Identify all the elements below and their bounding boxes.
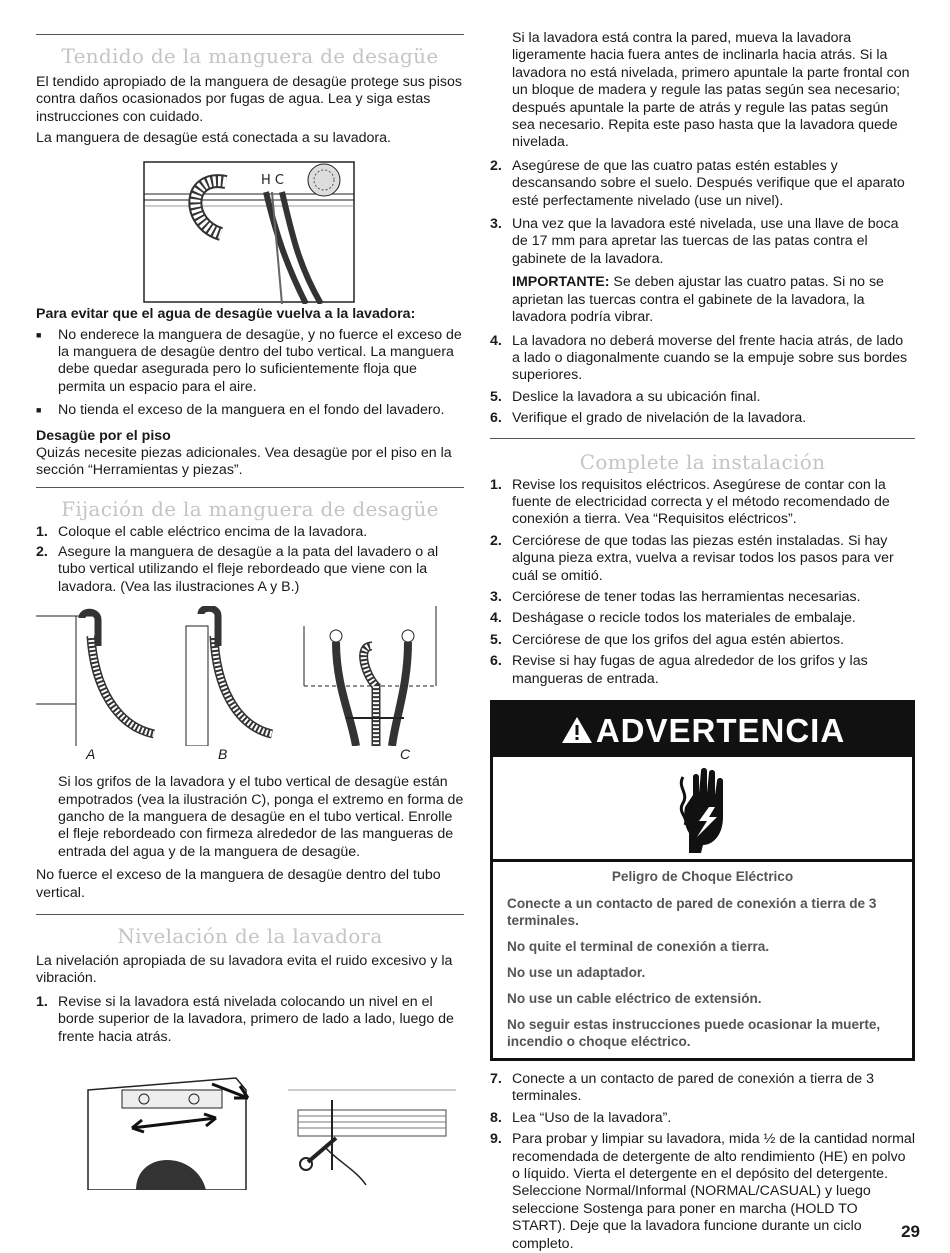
important-label: IMPORTANTE:	[512, 274, 610, 291]
hazard-title: Peligro de Choque Eléctrico	[611, 869, 794, 884]
leveling-continued-text: Si la lavadora está contra la pared, mueva la lavadora ligeramente hacia fuera antes de inclinarla hacia atrás. Si la lavadora no está nivelada, primero apuntale la parte frontal con un bloque de madera y regule las patas según sea necesario; después apuntale la parte de atrás y regule las patas según sea necesario. Repita este paso hasta que la lavadora quede nivelada.	[512, 30, 910, 151]
bullet-icon: ■	[36, 329, 42, 340]
warning-line: Conecte a un contacto de pared de conexión a tierra de 3 terminales.	[507, 896, 877, 928]
page-number: 29	[901, 1222, 920, 1241]
left-column	[36, 0, 464, 1190]
warning-box	[490, 700, 915, 1061]
important-note	[490, 274, 915, 326]
list-item: ■ No enderece la manguera de desagüe, y no fuerce el exceso de la manguera de desagüe dentro del tubo vertical. La manguera debe quedar asegurada pero lo suficientemente floja que permita un espacio para el aire.	[36, 326, 462, 395]
list-item: 4. Deshágase o recicle todos los materiales de embalaje.	[490, 610, 856, 627]
prevent-backflow-list	[36, 327, 464, 420]
section-rule	[36, 487, 464, 488]
floor-drain-heading: Desagüe por el piso	[36, 427, 171, 444]
leveling-steps-continued	[490, 158, 915, 268]
list-item: 7. Conecte a un contacto de pared de conexión a tierra de 3 terminales.	[490, 1071, 875, 1105]
bullet-icon: ■	[36, 405, 42, 416]
list-item: 1. Revise los requisitos eléctricos. Asegúrese de contar con la fuente de electricidad correcta y el método recomendado de conexión a tierra. Vea “Requisitos eléctricos”.	[490, 476, 890, 528]
warning-text	[493, 862, 912, 1058]
drain-hose-illustrations	[36, 606, 464, 766]
floor-drain-text: Quizás necesite piezas adicionales. Vea desagüe por el piso en la sección “Herramientas y piezas”.	[36, 444, 452, 479]
list-item: 2. Asegure la manguera de desagüe a la pata del lavadero o al tubo vertical utilizando el fleje rebordeado que viene con la lavadora. (Vea las ilustraciones A y B.)	[36, 543, 439, 595]
recessed-faucets-text: Si los grifos de la lavadora y el tubo vertical de desagüe están empotrados (vea la ilustración C), ponga el extremo en forma de gancho de la manguera de desagüe en el tubo vertical. Enrolle el fleje rebordeado con firmeza alrededor de las mangueras de entrada del agua y de la manguera de desagüe.	[58, 774, 464, 860]
list-item: 8. Lea “Uso de la lavadora”.	[490, 1109, 672, 1126]
right-column	[490, 0, 915, 1253]
section-heading-complete: Complete la instalación	[579, 449, 826, 474]
section-heading-leveling: Nivelación de la lavadora	[117, 923, 383, 948]
warning-line: No quite el terminal de conexión a tierra.	[507, 939, 770, 954]
list-item: 2. Asegúrese de que las cuatro patas estén estables y descansando sobre el suelo. Después verifique que el aparato esté perfectamente nivelado (use un nivel).	[490, 157, 905, 209]
svg-text:H C: H C	[261, 172, 284, 188]
list-item: 9. Para probar y limpiar su lavadora, mida ½ de la cantidad normal recomendada de detergente de alto rendimiento (HE) en polvo o líquido. Vierta el detergente en el depósito del detergente. Seleccione Normal/Informal (NORMAL/CASUAL) y luego seleccione Sostenga para poner en marcha (HOLD TO START). Deje que la lavadora funcione durante un ciclo completo.	[490, 1131, 915, 1252]
prevent-backflow-heading: Para evitar que el agua de desagüe vuelva a la lavadora:	[36, 305, 416, 322]
list-item: ■ No tienda el exceso de la manguera en el fondo del lavadero.	[36, 402, 445, 419]
list-item: 3. Cerciórese de tener todas las herramientas necesarias.	[490, 588, 861, 605]
section-rule	[490, 438, 915, 439]
warning-header	[493, 703, 912, 757]
section-heading-drain-routing: Tendido de la manguera de desagüe	[61, 44, 439, 68]
leveling-steps	[36, 994, 464, 1046]
list-item: 5. Cerciórese de que los grifos del agua estén abiertos.	[490, 631, 845, 648]
list-item: 2. Cerciórese de que todas las piezas estén instaladas. Si hay alguna pieza extra, vuelva a revisar todos los pasos para ver cuál se omitió.	[490, 532, 894, 584]
final-steps	[490, 1071, 915, 1253]
list-item: 1. Coloque el cable eléctrico encima de la lavadora.	[36, 524, 368, 541]
list-item: 6. Revise si hay fugas de agua alrededor de los grifos y las mangueras de entrada.	[490, 653, 868, 687]
list-item: 5. Deslice la lavadora a su ubicación final.	[490, 388, 761, 405]
drain-connected-text: La manguera de desagüe está conectada a su lavadora.	[36, 130, 391, 147]
warning-title: ADVERTENCIA	[595, 712, 846, 749]
list-item: 4. La lavadora no deberá moverse del frente hacia atrás, de lado a lado o diagonalmente cuando se la empuje sobre sus bordes superiores.	[490, 332, 908, 384]
warning-line: No seguir estas instrucciones puede ocasionar la muerte, incendio o choque eléctrico.	[507, 1017, 881, 1049]
list-item: 3. Una vez que la lavadora esté nivelada, use una llave de boca de 17 mm para apretar las tuercas de las patas contra el gabinete de la lavadora.	[490, 216, 899, 267]
illustration-caption-b: B	[218, 746, 228, 763]
illustration-caption-a: A	[86, 746, 96, 763]
section-heading-secure-drain: Fijación de la manguera de desagüe	[61, 497, 439, 522]
complete-steps	[490, 477, 915, 688]
leveling-steps-final	[490, 333, 915, 428]
electric-shock-icon	[493, 757, 912, 862]
leveling-illustration	[36, 1060, 464, 1190]
warning-triangle-icon	[560, 715, 594, 745]
no-force-text: No fuerce el exceso de la manguera de desagüe dentro del tubo vertical.	[36, 867, 441, 901]
warning-line: No use un cable eléctrico de extensión.	[507, 991, 762, 1006]
list-item: 1. Revise si la lavadora está nivelada colocando un nivel en el borde superior de la lavadora, primero de lado a lado, luego de frente hacia atrás.	[36, 993, 454, 1045]
washer-back-illustration	[36, 154, 464, 304]
section-rule	[36, 914, 464, 915]
drain-routing-intro: El tendido apropiado de la manguera de desagüe protege sus pisos contra daños ocasionados por fugas de agua. Lea y siga estas instrucciones con cuidado.	[36, 74, 462, 125]
list-item: 6. Verifique el grado de nivelación de la lavadora.	[490, 410, 807, 427]
secure-drain-steps	[36, 524, 464, 596]
important-text: Se deben ajustar las cuatro patas. Si no se aprietan las tuercas contra el gabinete de la lavadora, la lavadora podría vibrar.	[512, 274, 884, 326]
warning-line: No use un adaptador.	[507, 965, 646, 980]
leveling-intro: La nivelación apropiada de su lavadora evita el ruido excesivo y la vibración.	[36, 952, 453, 987]
illustration-caption-c: C	[400, 746, 411, 763]
section-rule	[36, 34, 464, 35]
